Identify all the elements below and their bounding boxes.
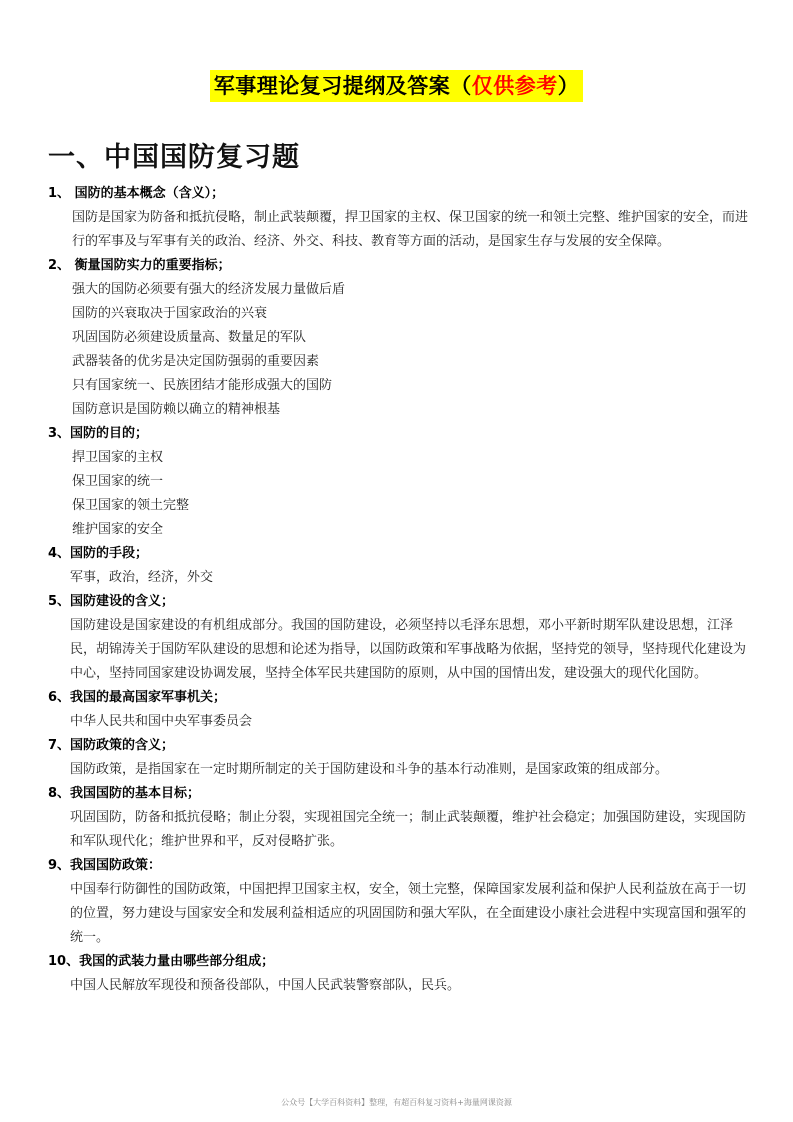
answer (48, 710, 748, 734)
question-4 (48, 542, 748, 590)
question-heading: 1、 国防的基本概念（含义）； (48, 186, 225, 201)
title-end: ） (557, 74, 580, 98)
answer (48, 446, 748, 542)
answer-line: 巩固国防，防备和抵抗侵略；制止分裂，实现祖国完全统一；制止武装颠覆，维护社会稳定；加强国防建设，实现国防和军队现代化；维护世界和平，反对侵略扩张。 (70, 810, 747, 849)
answer (48, 566, 748, 590)
question-heading: 4、国防的手段； (48, 546, 149, 561)
answer-line: 国防政策，是指国家在一定时期所制定的关于国防建设和斗争的基本行动准则，是国家政策的组成部分。 (70, 762, 669, 777)
question-heading: 3、国防的目的； (48, 426, 149, 441)
answer (48, 206, 748, 254)
answer-line: 保卫国家的统一 (72, 474, 164, 489)
answer-line: 捍卫国家的主权 (72, 450, 164, 465)
answer-line: 中华人民共和国中央军事委员会 (70, 714, 253, 729)
question-heading: 10、我国的武装力量由哪些部分组成； (48, 954, 275, 969)
answer-line: 国防建设是国家建设的有机组成部分。我国的国防建设，必须坚持以毛泽东思想，邓小平新时期军队建设思想，江泽民，胡锦涛关于国防军队建设的思想和论述为指导，以国防政策和军事战略为依据，坚持党的领导，坚持现代化建设为中心，坚持同国家建设协调发展，坚持全体军民共建国防的原则，从中国的国情出发，建设强大的现代化国防。 (70, 618, 747, 681)
title-main: 军事理论复习提纲及答案（ (213, 74, 472, 98)
question-10 (48, 950, 748, 998)
answer (48, 974, 748, 998)
answer-line: 中国奉行防御性的国防政策，中国把捍卫国家主权，安全，领土完整，保障国家发展利益和保护人民利益放在高于一切的位置，努力建设与国家安全和发展利益相适应的巩固国防和强大军队，在全面建设小康社会进程中实现富国和强军的统一。 (70, 882, 747, 945)
question-9 (48, 854, 748, 950)
question-heading: 9、我国国防政策： (48, 858, 162, 873)
answer (48, 878, 748, 950)
answer-line: 武器装备的优劣是决定国防强弱的重要因素 (72, 354, 320, 369)
answer (48, 806, 748, 854)
question-list (48, 182, 748, 998)
title-highlight: 仅供参考 (471, 74, 558, 98)
answer-line: 维护国家的安全 (72, 522, 164, 537)
answer (48, 758, 748, 782)
answer-line: 国防的兴衰取决于国家政治的兴衰 (72, 306, 268, 321)
footer-watermark: 公众号【大学百科资料】整理，有超百科复习资料+海量网课资源 (281, 1098, 512, 1107)
section-title: 一、中国国防复习题 (48, 142, 300, 173)
question-7 (48, 734, 748, 782)
question-2 (48, 254, 748, 422)
question-heading: 8、我国国防的基本目标； (48, 786, 201, 801)
document-title (210, 70, 584, 102)
question-heading: 2、 衡量国防实力的重要指标； (48, 258, 231, 273)
question-5 (48, 590, 748, 686)
question-heading: 7、国防政策的含义； (48, 738, 175, 753)
answer-line: 强大的国防必须要有强大的经济发展力量做后盾 (72, 282, 346, 297)
question-heading: 6、我国的最高国家军事机关； (48, 690, 227, 705)
answer-line: 保卫国家的领土完整 (72, 498, 190, 513)
answer-line: 国防意识是国防赖以确立的精神根基 (72, 402, 281, 417)
question-3 (48, 422, 748, 542)
question-heading: 5、国防建设的含义； (48, 594, 175, 609)
question-8 (48, 782, 748, 854)
answer (48, 614, 748, 686)
answer-line: 巩固国防必须建设质量高、数量足的军队 (72, 330, 307, 345)
answer-line: 中国人民解放军现役和预备役部队，中国人民武装警察部队，民兵。 (70, 978, 461, 993)
title-wrap (0, 70, 793, 102)
answer-line: 只有国家统一、民族团结才能形成强大的国防 (72, 378, 333, 393)
answer (48, 278, 748, 422)
answer-line: 军事，政治，经济，外交 (70, 570, 214, 585)
question-1 (48, 182, 748, 254)
question-6 (48, 686, 748, 734)
answer-line: 国防是国家为防备和抵抗侵略，制止武装颠覆，捍卫国家的主权、保卫国家的统一和领土完整、维护国家的安全，而进行的军事及与军事有关的政治、经济、外交、科技、教育等方面的活动，是国家生存与发展的安全保障。 (72, 210, 749, 249)
